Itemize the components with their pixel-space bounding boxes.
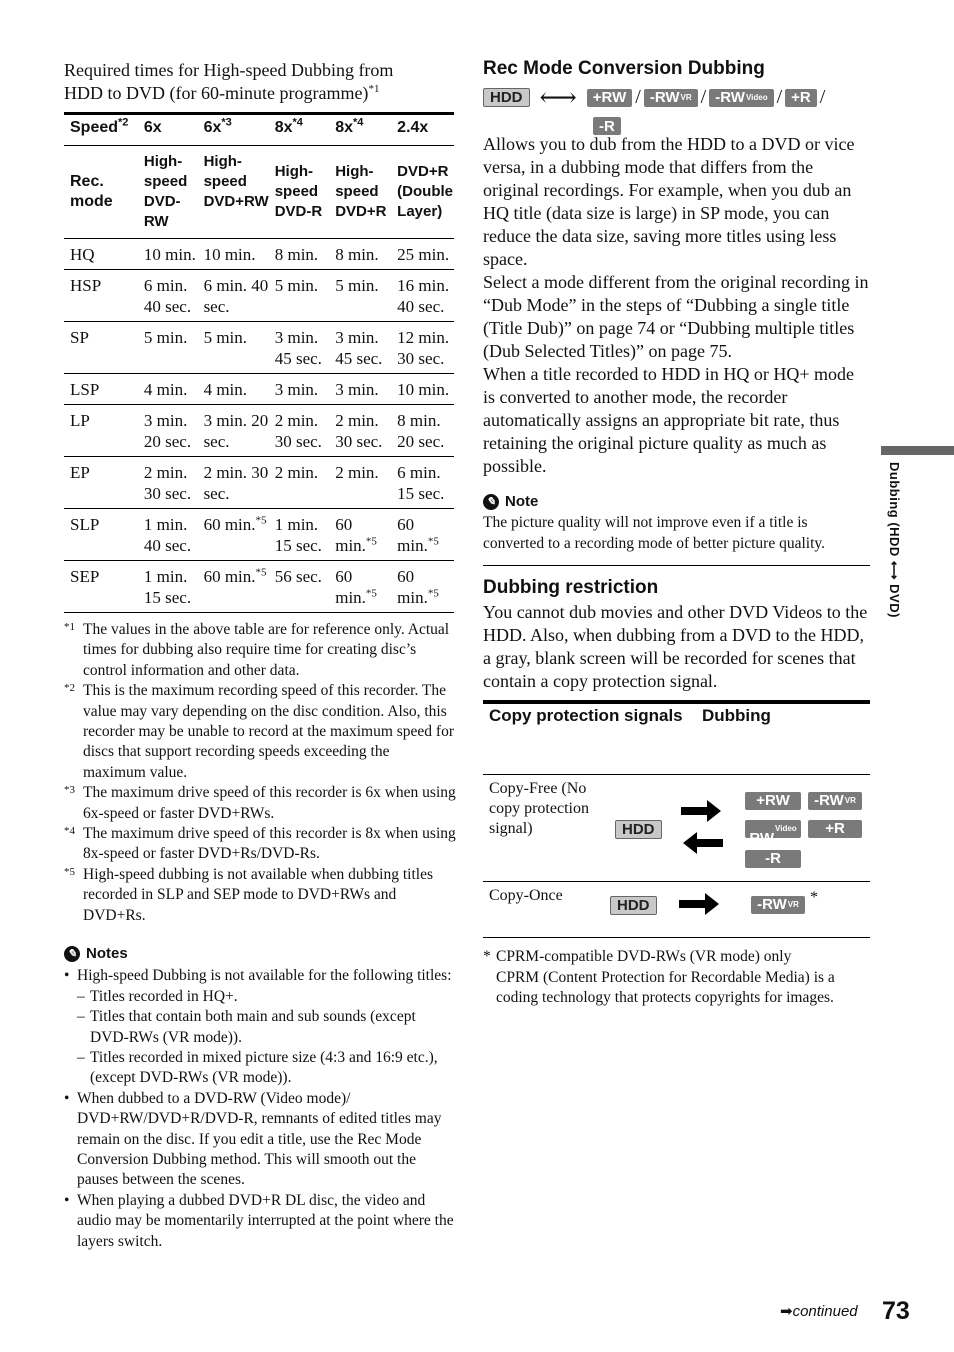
- note-icon: ✎: [483, 494, 499, 510]
- hdd-badge: HDD: [610, 896, 657, 915]
- list-item: – Titles recorded in mixed picture size (4:3 and 16:9 etc.), (except DVD-RWs (VR mode)).: [77, 1049, 438, 1087]
- media-label: High-speed DVD-R: [269, 146, 330, 239]
- media-label: High-speed DVD+RW: [198, 146, 269, 239]
- footnote: *2 This is the maximum recording speed of this recorder. The value may vary depending on the disc condition. Also, this recorder may be unable to record at the maximum speed for discs that support recording speeds exceeding the maximum value.: [64, 682, 454, 781]
- rec-mode-label: Rec. mode: [64, 146, 138, 239]
- col-speed: Speed$^{*2}$: [64, 114, 138, 146]
- col-6x-b: $6x^{*3}$: [198, 114, 269, 146]
- rec-mode-body: Allows you to dub from the HDD to a DVD or vice versa, in a dubbing mode that differs from the original recordings. For example, when you dub an HQ title (data size is large) in SP mode, you can reduce the data size, saving more titles using less space. Select a mode different from the original recording in “Dub Mode” in the steps of “Dubbing a single title (Title Dub)” on page 74 or “Dubbing multiple titles (Dub Selected Titles)” on page 75. When a title recorded to HDD in HQ or HQ+ mode is converted to another mode, the recorder automatically assigns an appropriate bit rate, thus retaining the original picture quality as much as possible.: [483, 134, 869, 476]
- restriction-body: You cannot dub movies and other DVD Videos to the HDD. Also, when dubbing from a DVD to the HDD, a gray, blank screen will be recorded for scenes that contain a copy protection signal.: [483, 602, 868, 691]
- table-row: Copy-Free (No copy protection signal) HDD +RW -RW VR -RW Video +R -R: [483, 775, 870, 882]
- plus-rw-badge: +RW: [745, 792, 801, 810]
- minus-r-badge: -R: [593, 117, 621, 135]
- left-arrow-icon: [683, 832, 723, 854]
- media-label: High-speed DVD-RW: [138, 146, 198, 239]
- section-tab-bar: [881, 446, 954, 455]
- copy-protection-table: [483, 700, 870, 938]
- note-box: ✎ Note The picture quality will not improve even if a title is converted to a recording mode of better picture quality.: [483, 493, 869, 554]
- right-arrow-icon: ➡: [780, 1303, 793, 1320]
- table-row: SEP 1 min. 15 sec. 60 min.$^{*5}$ 56 sec. 60 min.$^{*5}$ 60 min.$^{*5}$: [64, 561, 454, 613]
- col-2-4x: 2.4x: [391, 114, 454, 146]
- media-header-row: [64, 146, 454, 239]
- col-8x-b: $8x^{*4}$: [329, 114, 391, 146]
- table-row: HSP 6 min. 40 sec. 6 min. 40 sec. 5 min. 5 min. 16 min. 40 sec.: [64, 270, 454, 322]
- table-row: LP 3 min. 20 sec. 3 min. 20 sec. 2 min. 30 sec. 2 min. 30 sec. 8 min. 20 sec.: [64, 405, 454, 457]
- notes-section: [64, 944, 456, 1252]
- bidirectional-arrow-icon: ⟷: [539, 82, 577, 112]
- rec-mode-heading: Rec Mode Conversion Dubbing: [483, 58, 765, 79]
- col-6x: 6x: [138, 114, 198, 146]
- table-row: SLP 1 min. 40 sec. 60 min.$^{*5}$ 1 min. 15 sec. 60 min.$^{*5}$ 60 min.$^{*5}$: [64, 509, 454, 561]
- note-heading: ✎ Note: [483, 493, 869, 510]
- asterisk-note: * CPRM-compatible DVD-RWs (VR mode) only CPRM (Content Protection for Recordable Media) is a coding technology that protects copyrights for images.: [483, 948, 835, 1006]
- minus-r-badge: -R: [745, 850, 801, 868]
- media-label: DVD+R (Double Layer): [391, 146, 454, 239]
- list-item: – Titles recorded in HQ+.: [77, 987, 238, 1005]
- list-item: • High-speed Dubbing is not available for the following titles:: [64, 967, 452, 985]
- continued-label: ➡continued: [780, 1303, 858, 1320]
- minus-rw-video-badge: -RW Video: [709, 89, 773, 107]
- table-row: EP 2 min. 30 sec. 2 min. 30 sec. 2 min. 2 min. 6 min. 15 sec.: [64, 457, 454, 509]
- minus-rw-vr-badge: -RW VR: [808, 792, 862, 810]
- media-label: High-speed DVD+R: [329, 146, 391, 239]
- notes-heading: ✎ Notes: [64, 944, 456, 964]
- minus-rw-video-badge: -RW Video: [745, 820, 801, 838]
- footnotes: [64, 620, 456, 926]
- plus-r-badge: +R: [785, 89, 817, 107]
- footnote: *4 The maximum drive speed of this recorder is 8x when using 8x-speed or faster DVD+Rs/DVD-Rs.: [64, 825, 456, 863]
- hdd-badge: HDD: [483, 88, 530, 107]
- table-row: SP 5 min. 5 min. 3 min. 45 sec. 3 min. 45 sec. 12 min. 30 sec.: [64, 322, 454, 374]
- list-item: • When playing a dubbed DVD+R DL disc, the video and audio may be momentarily interrupted at the point where the layers switch.: [64, 1191, 454, 1250]
- list-item: – Titles that contain both main and sub sounds (except DVD-RWs (VR mode)).: [77, 1008, 416, 1046]
- table-row: HQ 10 min. 10 min. 8 min. 8 min. 25 min.: [64, 239, 454, 270]
- plus-rw-badge: +RW: [587, 89, 632, 107]
- note-icon: ✎: [64, 946, 80, 962]
- right-arrow-icon: [679, 893, 719, 915]
- section-tab-label: Dubbing (HDD ⟷ DVD): [887, 462, 902, 618]
- right-arrow-icon: [681, 800, 721, 822]
- footnote: *5 High-speed dubbing is not available when dubbing titles recorded in SLP and SEP mode to DVD+RWs and DVD+Rs.: [64, 865, 433, 924]
- col-8x: $8x^{*4}$: [269, 114, 330, 146]
- list-item: • When dubbed to a DVD-RW (Video mode)/ DVD+RW/DVD+R/DVD-R, remnants of edited titles may remain on the disc. If you edit a title, use the Rec Mode Conversion Dubbing method. This will smooth out the pauses between the scenes.: [64, 1089, 442, 1189]
- footnote: *1 The values in the above table are for reference only. Actual times for dubbing also require time for creating disc’s control information and other data.: [64, 621, 450, 679]
- divider: [483, 565, 870, 566]
- minus-rw-vr-badge: -RW VR: [751, 896, 805, 914]
- minus-rw-vr-badge: -RW VR: [644, 89, 698, 107]
- table-row: LSP 4 min. 4 min. 3 min. 3 min. 10 min.: [64, 374, 454, 405]
- intro-text: Required times for High-speed Dubbing from HDD to DVD (for 60-minute programme)$^{*1}$: [64, 60, 394, 103]
- footnote: *3 The maximum drive speed of this recorder is 6x when using 6x-speed or faster DVD+RWs.: [64, 784, 456, 822]
- table-header: Copy protection signals Dubbing: [483, 704, 870, 775]
- speed-header-row: [64, 114, 454, 146]
- restriction-heading: Dubbing restriction: [483, 577, 659, 598]
- dubbing-speed-table: [64, 112, 454, 613]
- plus-r-badge: +R: [808, 820, 862, 838]
- page-number: 73: [882, 1297, 910, 1325]
- asterisk: *: [810, 889, 818, 906]
- table-row: Copy-Once HDD -RW VR *: [483, 882, 870, 938]
- media-badges: HDD ⟷ +RW / -RW VR / -RW Video / +R / -R: [483, 86, 868, 135]
- hdd-badge: HDD: [615, 820, 662, 839]
